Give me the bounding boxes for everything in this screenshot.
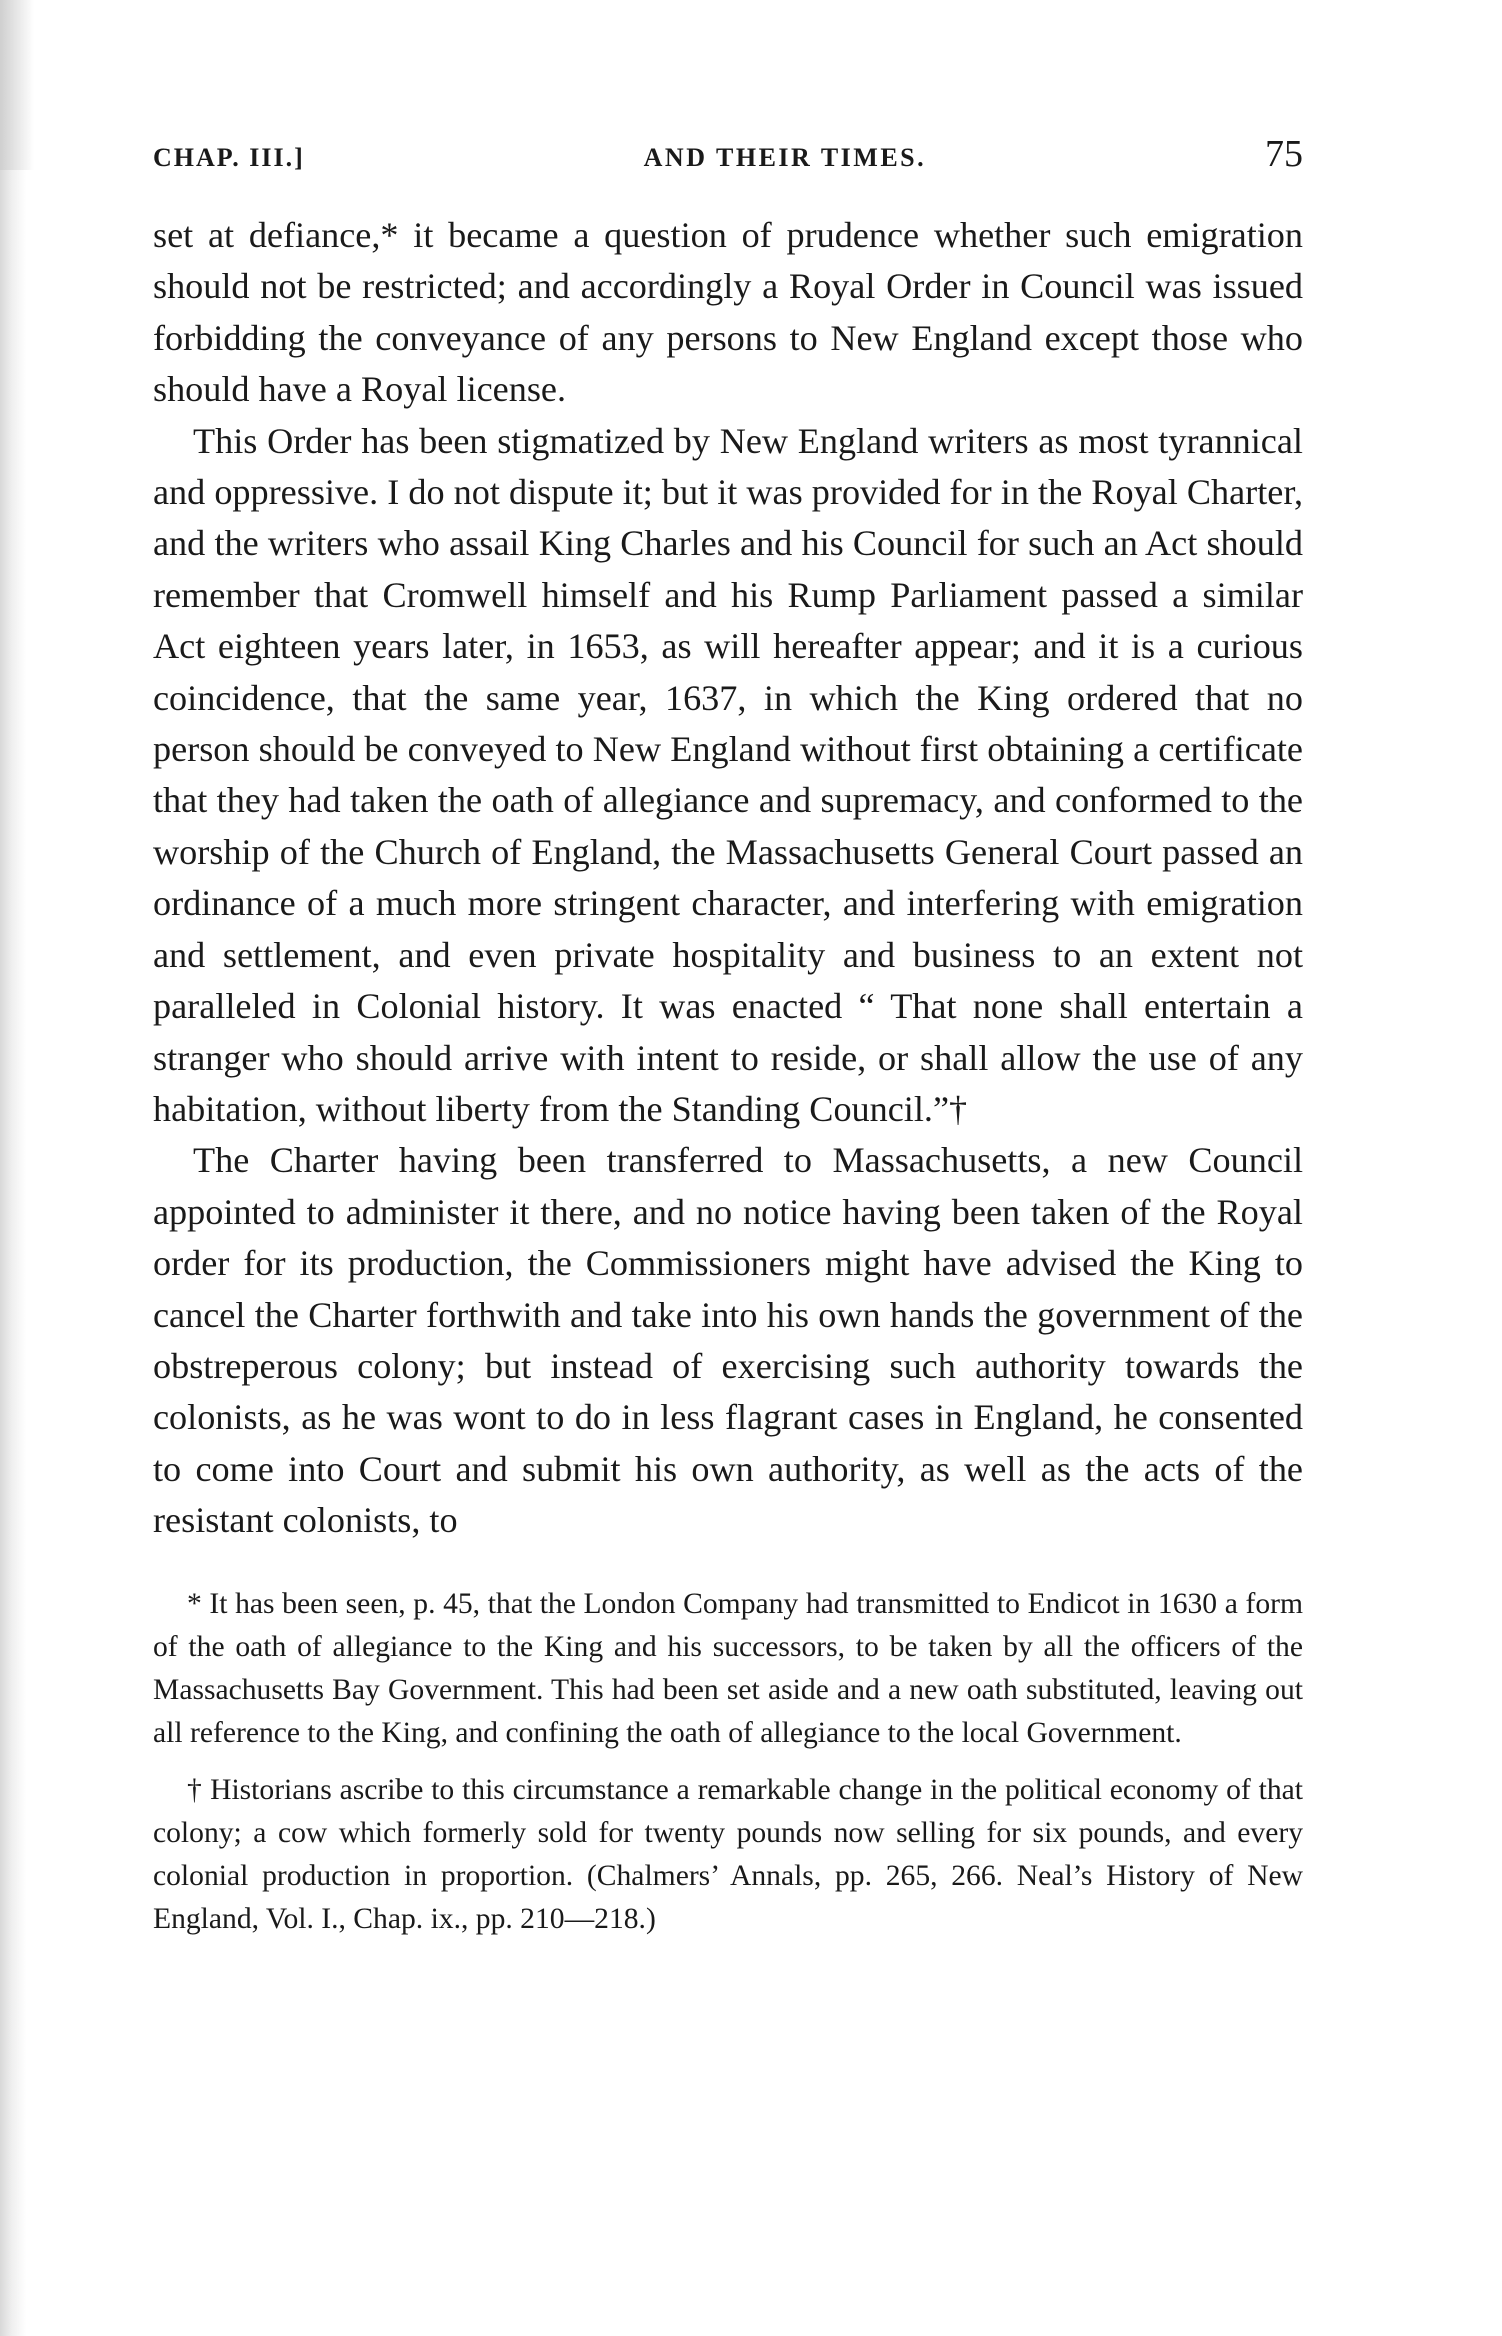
page-corner-shadow <box>0 0 34 170</box>
paragraph: The Charter having been transferred to Massachusetts, a new Council appointed to administer it there, and no notice having been taken of the Royal order for its production, the Commissioners might have advised the King to cancel the Charter forthwith and take into his own hands the government of the obstreperous colony; but instead of exercising such authority towards the colonists, as he was wont to do in less flagrant cases in England, he consented to come into Court and submit his own authority, as well as the acts of the resistant colonists, to <box>153 1140 1303 1541</box>
paragraph-continued: set at defiance,* it became a question of prudence whether such emigration should not be restricted; and accordingly a Royal Order in Council was issued forbidding the conveyance of any persons to New England except those who should have a Royal license. <box>153 215 1303 410</box>
footnotes <box>153 1583 1303 1941</box>
page-number: 75 <box>1264 133 1303 175</box>
paragraph: This Order has been stigmatized by New England writers as most tyrannical and oppressive. I do not dispute it; but it was provided for in the Royal Charter, and the writers who assail King Charles and his Council for such an Act should remember that Cromwell himself and his Rump Parliament passed a similar Act eighteen years later, in 1653, as will hereafter appear; and it is a curious coincidence, that the same year, 1637, in which the King ordered that no person should be conveyed to New England without first obtaining a certificate that they had taken the oath of allegiance and supremacy, and conformed to the worship of the Church of England, the Massachusetts General Court passed an ordinance of a much more stringent character, and interfering with emigration and settlement, and even private hospitality and business to an extent not paralleled in Colonial history. It was enacted “ That none shall entertain a stranger who should arrive with intent to reside, or shall allow the use of any habitation, without liberty from the Standing Council.”† <box>153 420 1303 1129</box>
running-title: AND THEIR TIMES. <box>643 143 927 172</box>
body-text <box>153 210 1303 1547</box>
page-edge-shadow <box>0 0 26 2336</box>
footnote-asterisk: * It has been seen, p. 45, that the London Company had transmitted to Endicot in 1630 a form of the oath of allegiance to the King and his successors, to be taken by all the officers of the Massachusetts Bay Government. This had been set aside and a new oath substituted, leaving out all reference to the King, and confining the oath of allegiance to the local Government. <box>153 1587 1303 1749</box>
footnote-dagger: † Historians ascribe to this circumstance a remarkable change in the political economy of that colony; a cow which formerly sold for twenty pounds now selling for six pounds, and every colonial production in proportion. (Chalmers’ Annals, pp. 265, 266. Neal’s History of New England, Vol. I., Chap. ix., pp. 210—218.) <box>153 1773 1303 1935</box>
chapter-label: CHAP. III.] <box>153 143 305 172</box>
running-header <box>153 132 1303 188</box>
book-page <box>153 132 1303 1955</box>
